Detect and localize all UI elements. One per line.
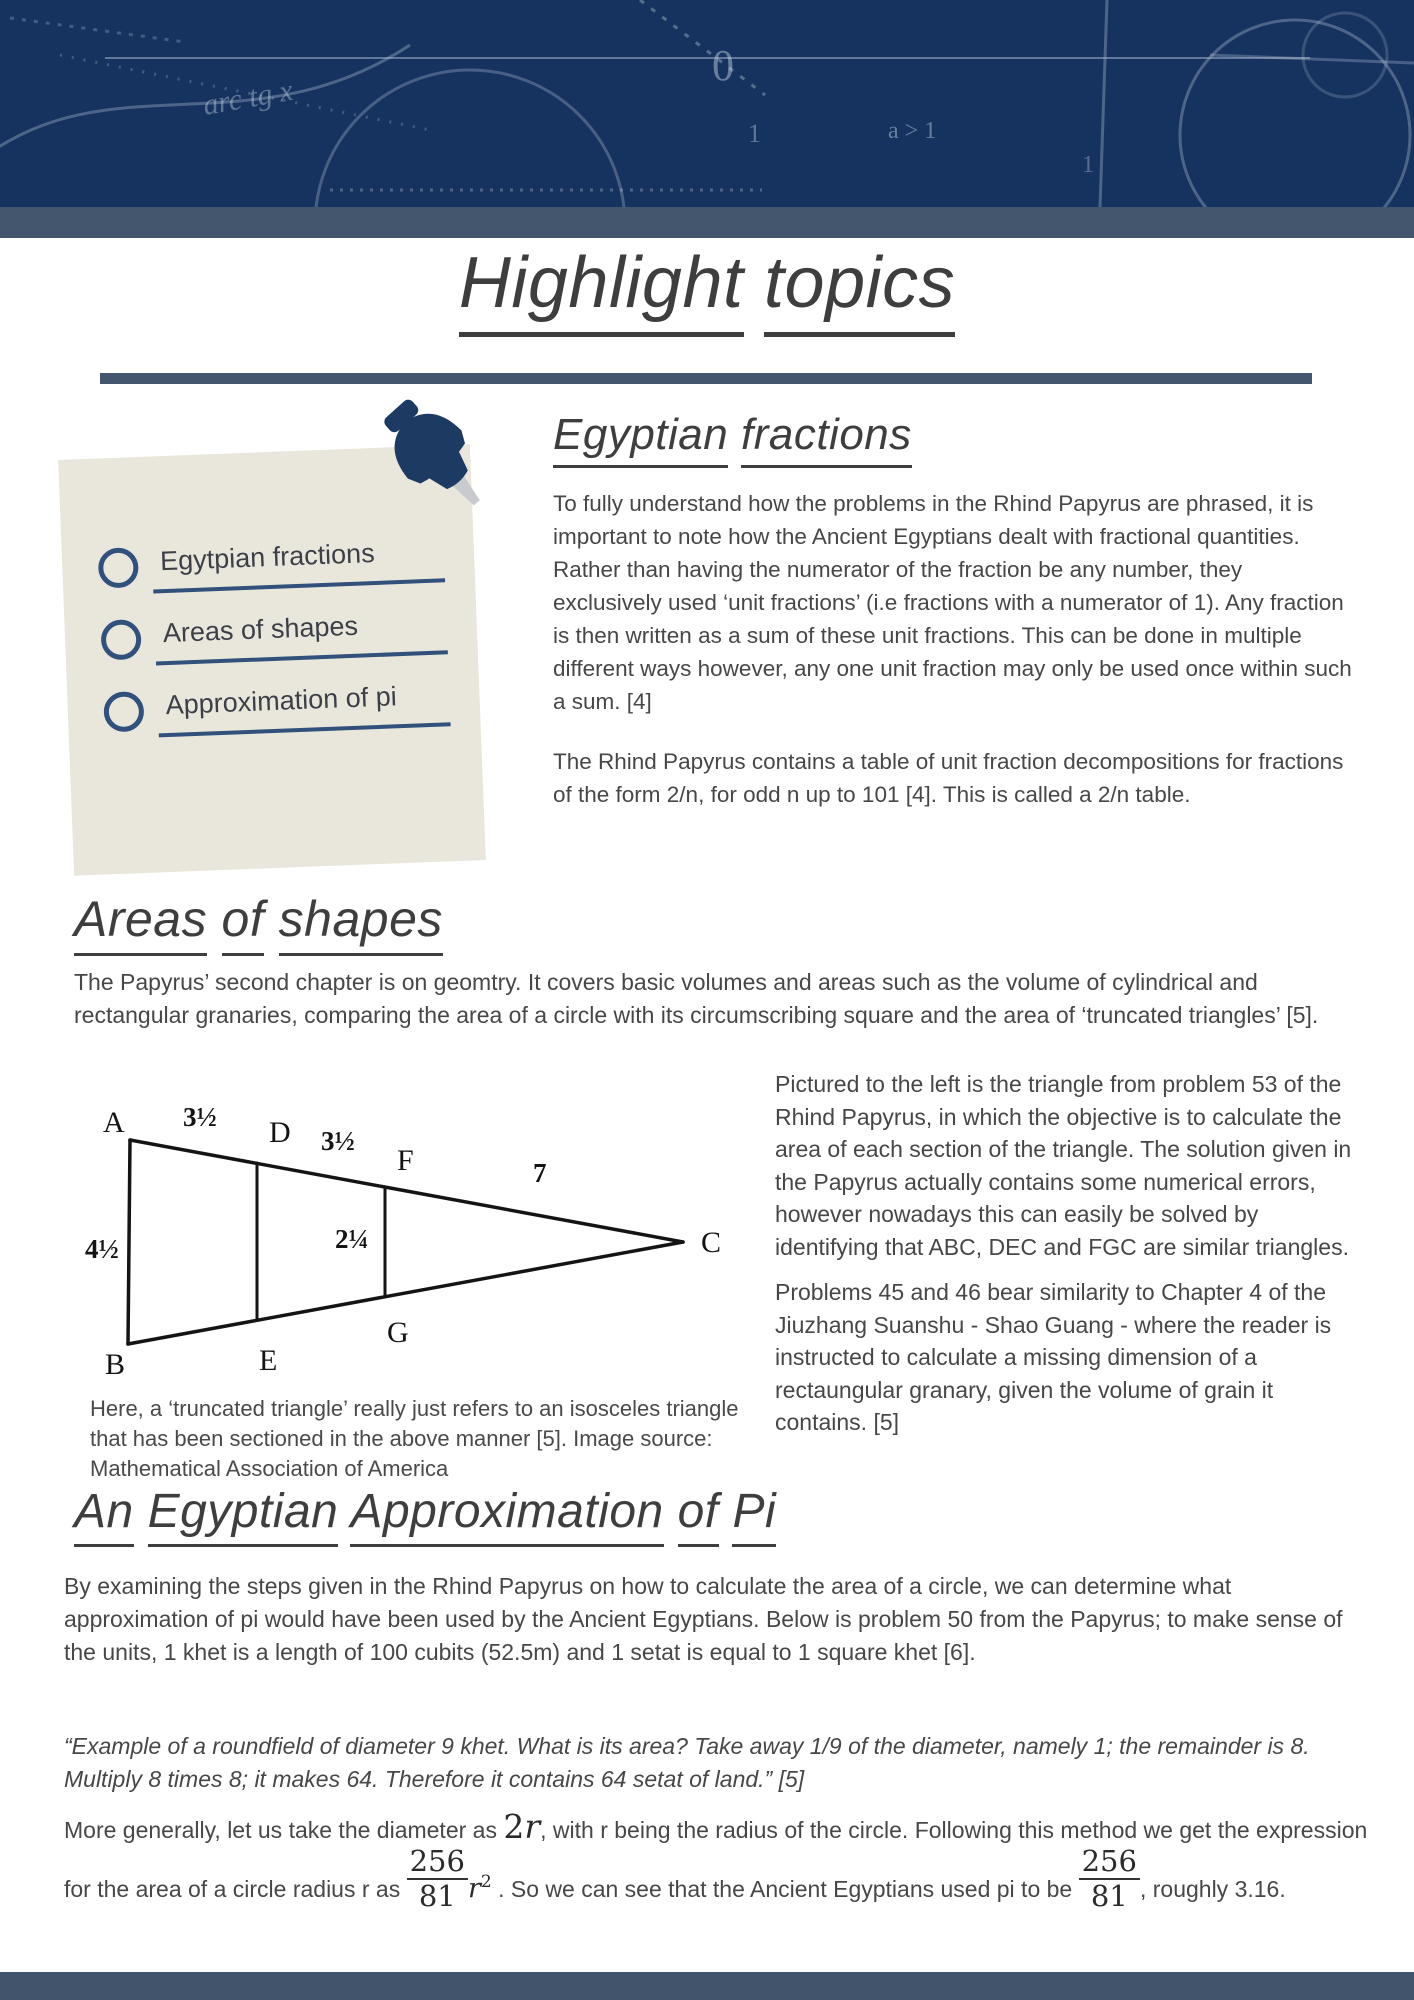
truncated-triangle-diagram: [85, 1082, 725, 1394]
fraction-numerator: 256: [407, 1847, 468, 1880]
diagram-label-E: E: [259, 1344, 278, 1377]
circle-bullet-icon: [103, 691, 145, 733]
title-rule-bar: [100, 373, 1312, 384]
fraction-256-81-second: [1079, 1844, 1140, 1913]
papyrus-quote: “Example of a roundfield of diameter 9 khet. What is its area? Take away 1/9 of the diameter, namely 1; the remainder is 8. Multiply 8 times 8; it makes 64. Therefore it contains 64 setat of land.” [5]: [64, 1733, 1310, 1792]
pi-text-4: , roughly 3.16.: [1139, 1876, 1286, 1902]
pi-text-3: . So we can see that the Ancient Egyptians used pi to be: [491, 1876, 1079, 1902]
section-egyptian-fractions: [553, 410, 1355, 811]
fraction-denominator: 81: [418, 1879, 456, 1913]
heading-approximation-of-pi: An Egyptian Approximation of Pi: [74, 1484, 776, 1539]
diagram-measure-df: 3½: [321, 1126, 355, 1156]
topic-label-areas-of-shapes: Areas of shapes: [154, 603, 448, 665]
page-title: Highlight topics: [0, 242, 1414, 324]
list-item: [97, 531, 445, 595]
header-divider-band: [0, 207, 1414, 238]
list-item: [100, 603, 448, 667]
diagram-measure-ab: 4½: [85, 1234, 119, 1264]
diagram-label-C: C: [701, 1226, 722, 1259]
diagram-measure-fg: 2¼: [335, 1224, 369, 1254]
sketch-zero-label: 0: [712, 41, 734, 90]
fraction-denominator: 81: [1090, 1879, 1128, 1913]
fraction-numerator: 256: [1079, 1847, 1140, 1880]
diagram-label-D: D: [269, 1116, 291, 1149]
diagram-label-F: F: [397, 1144, 414, 1177]
header-blueprint-image: [0, 0, 1414, 207]
diagram-label-B: B: [105, 1348, 126, 1381]
areas-right-column: [775, 1068, 1355, 1439]
egyptian-fractions-paragraph-2: The Rhind Papyrus contains a table of unit fraction decompositions for fractions of the form 2/n, for odd n up to 101 [4]. This is called a 2/n table.: [553, 749, 1344, 807]
r-squared-base: r: [467, 1873, 481, 1904]
diagram-measure-ad: 3½: [183, 1102, 217, 1132]
topic-label-egyptian-fractions: Egytpian fractions: [151, 531, 445, 593]
fraction-256-81: [407, 1844, 468, 1913]
math-2r-digit: 2: [503, 1807, 525, 1846]
sketch-a-gt-1-label: a > 1: [888, 118, 937, 144]
math-2r-variable: r: [524, 1807, 541, 1846]
topic-label-approximation-of-pi: Approximation of pi: [157, 675, 451, 737]
sketch-one-label: 1: [748, 119, 761, 148]
diagram-measure-fc: 7: [533, 1158, 547, 1188]
circle-bullet-icon: [100, 619, 142, 661]
areas-right-paragraph-2: Problems 45 and 46 bear similarity to Chapter 4 of the Jiuzhang Suanshu - Shao Guang - where the reader is instructed to calculate a missing dimension of a rectaungular granary, given the volume of grain it contains. [5]: [775, 1279, 1332, 1435]
diagram-caption: Here, a ‘truncated triangle’ really just refers to an isosceles triangle that has been sectioned in the above manner [5]. Image source: Mathematical Association of America: [90, 1396, 739, 1481]
blueprint-sketches-icon: [0, 0, 1414, 207]
pi-conclusion-paragraph: [64, 1807, 1374, 1913]
sketch-small-one-label: 1: [1082, 152, 1094, 178]
list-item: [103, 675, 451, 739]
r-squared-exponent: 2: [480, 1872, 492, 1892]
circle-bullet-icon: [98, 547, 140, 589]
pi-text-2: , with r being the radius of the circle. Following this method we get the expression for the area of a circle radius r as: [64, 1817, 1368, 1902]
footer-bar: [0, 1972, 1414, 2000]
math-r-squared: [468, 1873, 492, 1904]
areas-right-paragraph-1: Pictured to the left is the triangle from problem 53 of the Rhind Papyrus, in which the objective is to calculate the area of each section of the triangle. The solution given in the Papyrus actually contains some numerical errors, however nowadays this can easily be solved by identifying that ABC, DEC and FGC are similar triangles.: [775, 1071, 1352, 1260]
pi-intro-paragraph: By examining the steps given in the Rhind Papyrus on how to calculate the area of a circle, we can determine what approximation of pi would have been used by the Ancient Egyptians. Below is problem 50 from the Papyrus; to make sense of the units, 1 khet is a length of 100 cubits (52.5m) and 1 setat is equal to 1 square khet [6].: [64, 1573, 1343, 1665]
diagram-label-G: G: [387, 1316, 409, 1349]
areas-intro-paragraph: The Papyrus’ second chapter is on geomtry. It covers basic volumes and areas such as the volume of cylindrical and rectangular granaries, comparing the area of a circle with its circumscribing square and the area of ‘truncated triangles’ [5].: [74, 969, 1319, 1028]
pi-text-1: More generally, let us take the diameter as: [64, 1817, 504, 1843]
pushpin-icon: [372, 392, 502, 522]
sketch-arc-label: arc tg x: [200, 73, 296, 122]
heading-egyptian-fractions: Egyptian fractions: [553, 410, 1355, 460]
diagram-label-A: A: [103, 1106, 125, 1139]
egyptian-fractions-paragraph-1: To fully understand how the problems in the Rhind Papyrus are phrased, it is important to note how the Ancient Egyptians dealt with fractional quantities. Rather than having the numerator of the fraction be any number, they exclusively used ‘unit fractions’ (i.e fractions with a numerator of 1). Any fraction is then written as a sum of these unit fractions. This can be done in multiple different ways however, any one unit fraction may only be used once within such a sum. [4]: [553, 491, 1352, 714]
heading-areas-of-shapes: Areas of shapes: [74, 890, 443, 948]
